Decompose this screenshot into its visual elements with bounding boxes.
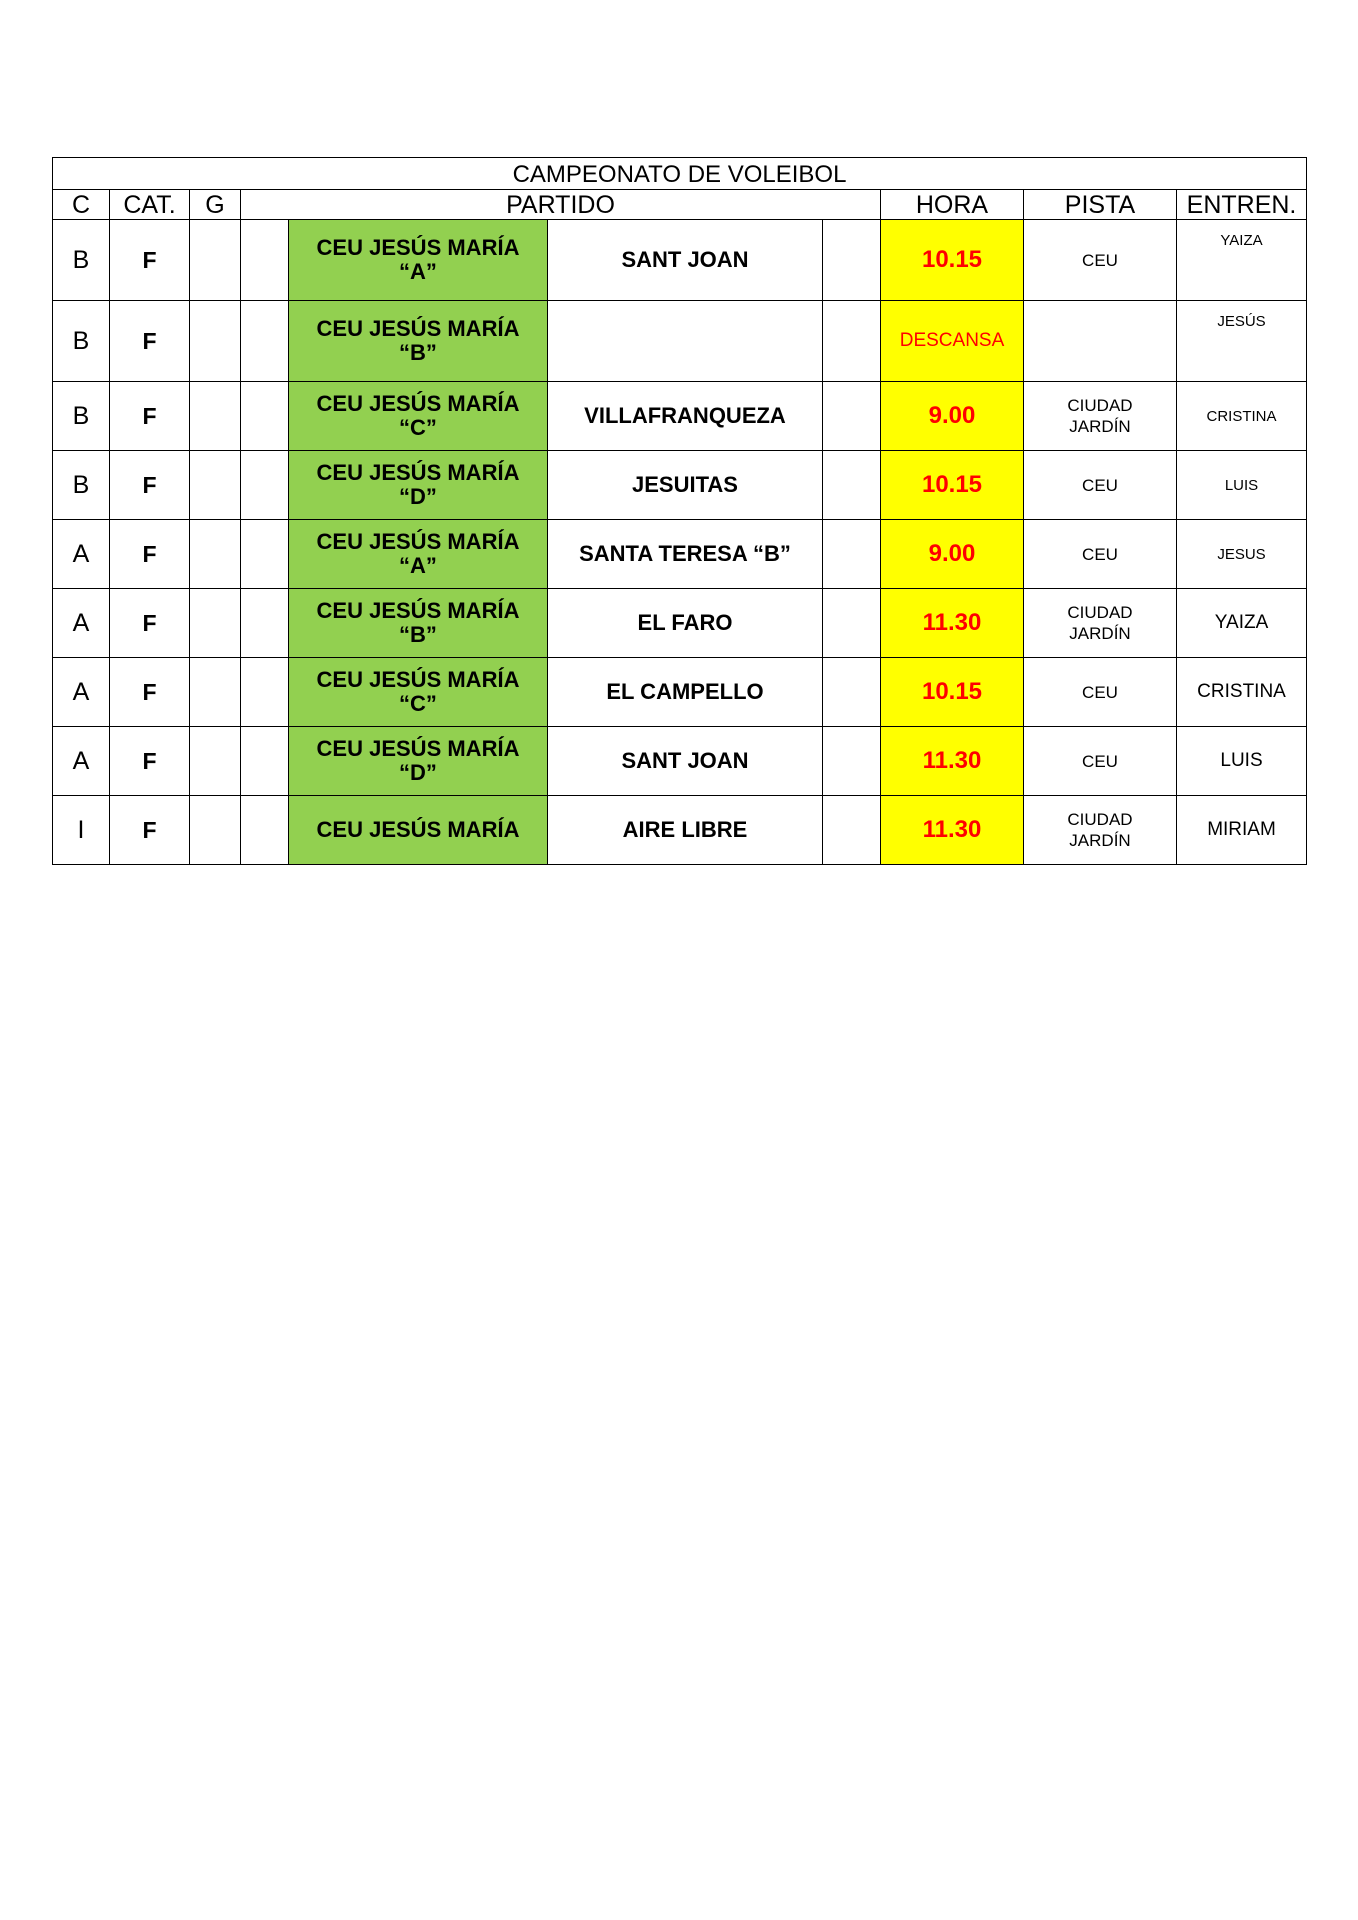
row-g: [190, 589, 241, 658]
row-hora: 10.15: [881, 658, 1024, 727]
row-cat: F: [110, 301, 190, 382]
row-blank-right: [823, 727, 881, 796]
row-c: A: [53, 727, 110, 796]
home-team-name: CEU JESÚS MARÍA: [316, 460, 520, 485]
row-blank-left: [241, 727, 289, 796]
pista-line-2: JARDÍN: [1069, 417, 1131, 436]
row-opponent: [548, 301, 823, 382]
row-c: A: [53, 589, 110, 658]
header-cat: CAT.: [110, 190, 190, 220]
home-team-name: CEU JESÚS MARÍA: [316, 391, 520, 416]
row-g: [190, 451, 241, 520]
row-home-team: [289, 220, 548, 301]
row-opponent: VILLAFRANQUEZA: [548, 382, 823, 451]
row-opponent: JESUITAS: [548, 451, 823, 520]
home-team-letter: “C”: [399, 415, 437, 440]
row-blank-left: [241, 451, 289, 520]
home-team-name: CEU JESÚS MARÍA: [316, 736, 520, 761]
row-home-team: [289, 658, 548, 727]
table-row: [53, 451, 1307, 520]
row-pista: [1024, 382, 1177, 451]
row-home-team: [289, 727, 548, 796]
home-team-name: CEU JESÚS MARÍA: [316, 529, 520, 554]
table-row: [53, 301, 1307, 382]
home-team-letter: “D”: [399, 760, 437, 785]
row-entren: MIRIAM: [1177, 796, 1307, 865]
header-pista: PISTA: [1024, 190, 1177, 220]
pista-line-2: JARDÍN: [1069, 831, 1131, 850]
row-g: [190, 301, 241, 382]
row-blank-left: [241, 589, 289, 658]
volleyball-schedule-table: [52, 157, 1307, 865]
header-partido: PARTIDO: [241, 190, 881, 220]
row-hora: 11.30: [881, 727, 1024, 796]
row-pista: [1024, 589, 1177, 658]
row-blank-left: [241, 520, 289, 589]
row-blank-left: [241, 301, 289, 382]
row-blank-right: [823, 658, 881, 727]
home-team-letter: “D”: [399, 484, 437, 509]
row-hora: 10.15: [881, 451, 1024, 520]
row-home-team: [289, 451, 548, 520]
home-team-name: CEU JESÚS MARÍA: [316, 667, 520, 692]
row-pista: [1024, 301, 1177, 382]
row-blank-right: [823, 301, 881, 382]
row-g: [190, 220, 241, 301]
row-blank-left: [241, 220, 289, 301]
pista-line-1: CEU: [1082, 250, 1118, 270]
row-pista: [1024, 220, 1177, 301]
table-row: [53, 796, 1307, 865]
row-blank-left: [241, 382, 289, 451]
row-hora: 10.15: [881, 220, 1024, 301]
home-team-letter: “A”: [399, 553, 437, 578]
row-blank-right: [823, 589, 881, 658]
row-home-team: [289, 382, 548, 451]
row-home-team: [289, 301, 548, 382]
table-row: [53, 658, 1307, 727]
table-title: CAMPEONATO DE VOLEIBOL: [53, 158, 1307, 190]
row-cat: F: [110, 727, 190, 796]
pista-line-1: CEU: [1082, 544, 1118, 564]
header-hora: HORA: [881, 190, 1024, 220]
row-blank-right: [823, 520, 881, 589]
row-cat: F: [110, 796, 190, 865]
row-pista: [1024, 520, 1177, 589]
row-pista: [1024, 658, 1177, 727]
row-cat: F: [110, 382, 190, 451]
home-team-name: CEU JESÚS MARÍA: [316, 817, 520, 842]
row-opponent: SANT JOAN: [548, 727, 823, 796]
row-cat: F: [110, 451, 190, 520]
home-team-name: CEU JESÚS MARÍA: [316, 316, 520, 341]
pista-line-2: JARDÍN: [1069, 624, 1131, 643]
row-opponent: AIRE LIBRE: [548, 796, 823, 865]
table-row: [53, 589, 1307, 658]
header-entren: ENTREN.: [1177, 190, 1307, 220]
row-entren: YAIZA: [1177, 589, 1307, 658]
pista-line-1: CEU: [1082, 751, 1118, 771]
pista-line-1: CIUDAD: [1067, 810, 1133, 829]
row-g: [190, 796, 241, 865]
table-row: [53, 727, 1307, 796]
row-hora: 9.00: [881, 382, 1024, 451]
row-c: A: [53, 520, 110, 589]
row-blank-left: [241, 796, 289, 865]
row-hora: 11.30: [881, 796, 1024, 865]
row-cat: F: [110, 589, 190, 658]
row-hora: DESCANSA: [881, 301, 1024, 382]
home-team-letter: “C”: [399, 691, 437, 716]
row-hora: 9.00: [881, 520, 1024, 589]
table-row: [53, 520, 1307, 589]
table-row: [53, 220, 1307, 301]
row-cat: F: [110, 220, 190, 301]
row-pista: [1024, 451, 1177, 520]
row-c: B: [53, 382, 110, 451]
row-blank-right: [823, 382, 881, 451]
row-opponent: SANT JOAN: [548, 220, 823, 301]
row-entren: JESÚS: [1177, 301, 1307, 382]
row-hora: 11.30: [881, 589, 1024, 658]
row-blank-right: [823, 220, 881, 301]
pista-line-1: CEU: [1082, 475, 1118, 495]
row-cat: F: [110, 658, 190, 727]
row-pista: [1024, 727, 1177, 796]
home-team-name: CEU JESÚS MARÍA: [316, 598, 520, 623]
row-c: A: [53, 658, 110, 727]
row-c: B: [53, 220, 110, 301]
row-entren: YAIZA: [1177, 220, 1307, 301]
pista-line-1: CIUDAD: [1067, 396, 1133, 415]
row-entren: CRISTINA: [1177, 658, 1307, 727]
row-g: [190, 727, 241, 796]
row-entren: LUIS: [1177, 727, 1307, 796]
row-g: [190, 520, 241, 589]
row-opponent: EL CAMPELLO: [548, 658, 823, 727]
home-team-letter: “B”: [399, 622, 437, 647]
title-row: [53, 158, 1307, 190]
row-c: B: [53, 301, 110, 382]
row-opponent: SANTA TERESA “B”: [548, 520, 823, 589]
row-c: B: [53, 451, 110, 520]
header-row: [53, 190, 1307, 220]
row-home-team: [289, 520, 548, 589]
pista-line-1: CEU: [1082, 682, 1118, 702]
row-pista: [1024, 796, 1177, 865]
table-row: [53, 382, 1307, 451]
row-home-team: [289, 796, 548, 865]
row-g: [190, 658, 241, 727]
home-team-name: CEU JESÚS MARÍA: [316, 235, 520, 260]
row-blank-right: [823, 451, 881, 520]
row-opponent: EL FARO: [548, 589, 823, 658]
row-entren: LUIS: [1177, 451, 1307, 520]
header-c: C: [53, 190, 110, 220]
row-blank-right: [823, 796, 881, 865]
row-c: I: [53, 796, 110, 865]
pista-line-1: CIUDAD: [1067, 603, 1133, 622]
row-g: [190, 382, 241, 451]
row-entren: JESUS: [1177, 520, 1307, 589]
row-entren: CRISTINA: [1177, 382, 1307, 451]
header-g: G: [190, 190, 241, 220]
home-team-letter: “A”: [399, 259, 437, 284]
row-home-team: [289, 589, 548, 658]
row-blank-left: [241, 658, 289, 727]
row-cat: F: [110, 520, 190, 589]
home-team-letter: “B”: [399, 340, 437, 365]
